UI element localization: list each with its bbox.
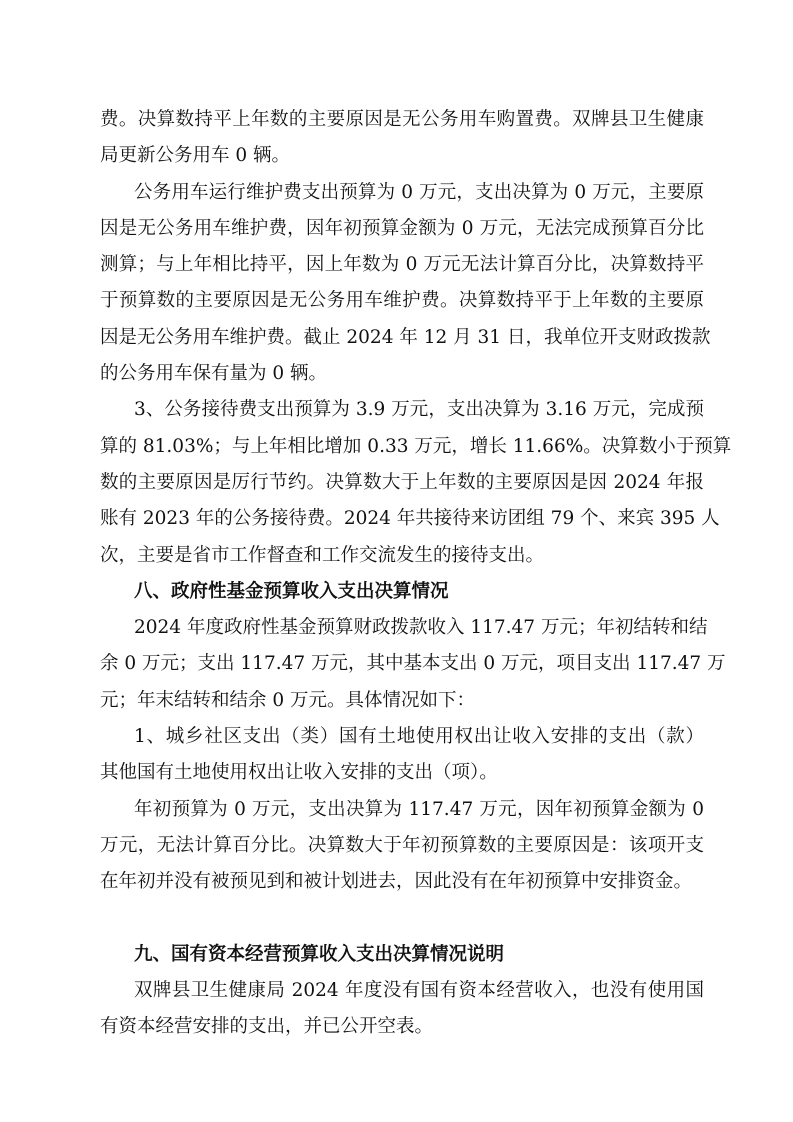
paragraph [100, 175, 711, 393]
text-line: 次，主要是省市工作督查和工作交流发生的接待支出。 [100, 544, 545, 566]
section-heading [100, 574, 704, 610]
text-line: 有资本经营安排的支出，并已公开空表。 [100, 1016, 434, 1038]
text-line: 的公务用车保有量为 0 辆。 [100, 363, 328, 385]
text-line: 在年初并没有被预见到和被计划进去，因此没有在年初预算中安排资金。 [100, 871, 693, 893]
paragraph [100, 973, 704, 1046]
document-page [100, 102, 732, 1046]
text-line: 双牌县卫生健康局 2024 年度没有国有资本经营收入，也没有使用国 [134, 980, 704, 1002]
heading-text: 九、国有资本经营预算收入支出决算情况说明 [134, 943, 505, 965]
text-line: 数的主要原因是厉行节约。决算数大于上年数的主要原因是因 2024 年报 [100, 471, 704, 493]
paragraph [100, 719, 704, 792]
text-line: 公务用车运行维护费支出预算为 0 万元，支出决算为 0 万元，主要原 [134, 181, 704, 203]
section-heading [100, 937, 704, 973]
text-line: 局更新公务用车 0 辆。 [100, 145, 291, 167]
paragraph [100, 392, 732, 573]
text-line: 于预算数的主要原因是无公务用车维护费。决算数持平于上年数的主要原 [100, 290, 704, 312]
paragraph [100, 102, 704, 175]
heading-text: 八、政府性基金预算收入支出决算情况 [134, 580, 449, 602]
text-line: 2024 年度政府性基金预算财政拨款收入 117.47 万元；年初结转和结 [134, 617, 708, 639]
paragraph [100, 610, 726, 719]
blank-line [100, 901, 704, 937]
text-line: 1、城乡社区支出（类）国有土地使用权出让收入安排的支出（款） [134, 726, 704, 748]
text-line: 年初预算为 0 万元，支出决算为 117.47 万元，因年初预算金额为 0 [134, 798, 704, 820]
paragraph [100, 792, 704, 901]
text-line: 测算；与上年相比持平，因上年数为 0 万元无法计算百分比，决算数持平 [100, 254, 704, 276]
text-line: 万元，无法计算百分比。决算数大于年初预算数的主要原因是：该项开支 [100, 834, 704, 856]
text-line: 因是无公务用车维护费，因年初预算金额为 0 万元，无法完成预算百分比 [100, 217, 704, 239]
text-line: 因是无公务用车维护费。截止 2024 年 12 月 31 日，我单位开支财政拨款 [100, 326, 711, 348]
text-line: 3、公务接待费支出预算为 3.9 万元，支出决算为 3.16 万元，完成预 [134, 399, 704, 421]
text-line: 费。决算数持平上年数的主要原因是无公务用车购置费。双牌县卫生健康 [100, 109, 704, 130]
text-line: 元；年末结转和结余 0 万元。具体情况如下： [100, 689, 476, 711]
text-line: 算的 81.03%；与上年相比增加 0.33 万元，增长 11.66%。决算数小于预算 [100, 435, 732, 457]
text-line: 账有 2023 年的公务接待费。2024 年共接待来访团组 79 个、来宾 395 人 [100, 508, 720, 530]
text-line: 余 0 万元；支出 117.47 万元，其中基本支出 0 万元，项目支出 117.47 万 [100, 653, 726, 675]
text-line: 其他国有土地使用权出让收入安排的支出（项）。 [100, 762, 498, 784]
